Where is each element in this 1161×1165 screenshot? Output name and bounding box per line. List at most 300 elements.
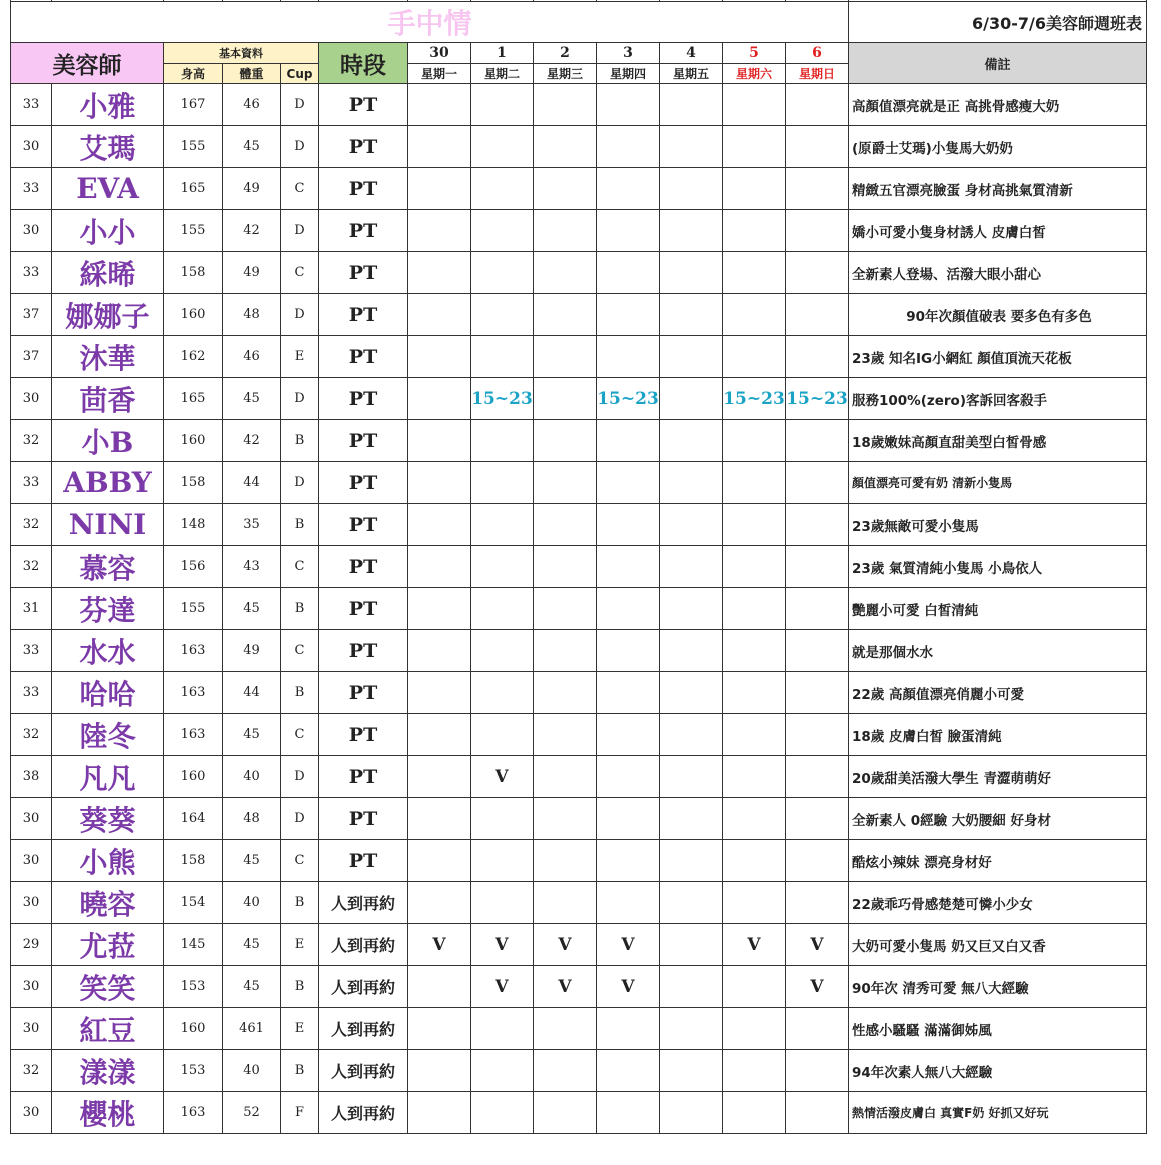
day-cell	[471, 630, 534, 672]
day-cell	[723, 840, 786, 882]
day-cell	[786, 336, 849, 378]
day-cell	[786, 420, 849, 462]
weight-cell: 40	[223, 882, 281, 924]
table-row	[11, 126, 1147, 168]
height-cell: 165	[164, 378, 223, 420]
weight-cell: 40	[223, 1050, 281, 1092]
day-cell	[408, 756, 471, 798]
day-cell: V	[408, 924, 471, 966]
day-cell	[534, 714, 597, 756]
cup-cell: B	[281, 966, 319, 1008]
table-row	[11, 840, 1147, 882]
weight-cell: 46	[223, 336, 281, 378]
day-cell	[597, 546, 660, 588]
time-slot-cell: PT	[319, 756, 408, 798]
weight-cell: 45	[223, 588, 281, 630]
time-slot-cell: 人到再約	[319, 882, 408, 924]
weight-header: 體重	[223, 64, 281, 84]
day-cell	[408, 840, 471, 882]
note-cell: 20歲甜美活潑大學生 青澀萌萌好	[849, 756, 1147, 798]
height-cell: 165	[164, 168, 223, 210]
time-slot-cell: PT	[319, 336, 408, 378]
day-cell	[786, 126, 849, 168]
day-cell	[408, 126, 471, 168]
cup-cell: E	[281, 336, 319, 378]
day-cell	[723, 1050, 786, 1092]
name-cell: 小B	[52, 420, 164, 462]
age-cell: 30	[11, 882, 52, 924]
day-cell	[786, 1008, 849, 1050]
weight-cell: 49	[223, 252, 281, 294]
height-cell: 160	[164, 420, 223, 462]
note-cell: 90年次 清秀可愛 無八大經驗	[849, 966, 1147, 1008]
day-cell	[408, 462, 471, 504]
height-cell: 164	[164, 798, 223, 840]
note-cell: 18歲 皮膚白皙 臉蛋清純	[849, 714, 1147, 756]
day-cell	[471, 420, 534, 462]
day-cell	[597, 504, 660, 546]
day-cell	[471, 714, 534, 756]
height-cell: 163	[164, 672, 223, 714]
note-cell: 90年次顏值破表 要多色有多色	[849, 294, 1147, 336]
name-cell: 慕容	[52, 546, 164, 588]
note-cell: 22歲乖巧骨感楚楚可憐小少女	[849, 882, 1147, 924]
name-cell: 紅豆	[52, 1008, 164, 1050]
day-cell	[786, 462, 849, 504]
name-cell: 艾瑪	[52, 126, 164, 168]
note-cell: 嬌小可愛小隻身材誘人 皮膚白皙	[849, 210, 1147, 252]
day-cell: V	[723, 924, 786, 966]
day-cell	[660, 882, 723, 924]
name-cell: 櫻桃	[52, 1092, 164, 1134]
day-cell	[723, 504, 786, 546]
date-header: 2	[534, 43, 597, 64]
day-cell	[723, 966, 786, 1008]
age-cell: 30	[11, 798, 52, 840]
name-cell: NINI	[52, 504, 164, 546]
day-cell	[408, 336, 471, 378]
weight-cell: 42	[223, 210, 281, 252]
weight-cell: 49	[223, 168, 281, 210]
day-cell	[660, 588, 723, 630]
day-cell	[408, 630, 471, 672]
age-cell: 32	[11, 546, 52, 588]
day-cell	[660, 84, 723, 126]
cup-cell: D	[281, 126, 319, 168]
day-cell	[660, 756, 723, 798]
note-cell: 高顏值漂亮就是正 高挑骨感瘦大奶	[849, 84, 1147, 126]
age-cell: 30	[11, 210, 52, 252]
time-slot-cell: PT	[319, 168, 408, 210]
name-cell: EVA	[52, 168, 164, 210]
beautician-header: 美容師	[11, 43, 164, 84]
table-row	[11, 798, 1147, 840]
cup-cell: B	[281, 420, 319, 462]
day-cell	[534, 1008, 597, 1050]
day-cell: V	[597, 966, 660, 1008]
day-cell	[534, 756, 597, 798]
day-cell	[597, 1092, 660, 1134]
day-cell	[723, 294, 786, 336]
day-cell	[597, 1050, 660, 1092]
day-cell	[723, 1008, 786, 1050]
day-cell	[660, 1092, 723, 1134]
cup-cell: B	[281, 672, 319, 714]
height-cell: 156	[164, 546, 223, 588]
day-cell	[660, 126, 723, 168]
day-cell	[660, 630, 723, 672]
age-cell: 38	[11, 756, 52, 798]
name-cell: 小小	[52, 210, 164, 252]
day-cell	[471, 504, 534, 546]
day-cell	[660, 546, 723, 588]
cup-cell: D	[281, 84, 319, 126]
age-cell: 31	[11, 588, 52, 630]
cup-cell: D	[281, 378, 319, 420]
day-cell	[408, 504, 471, 546]
date-header: 5	[723, 43, 786, 64]
time-slot-cell: 人到再約	[319, 1092, 408, 1134]
day-cell	[723, 336, 786, 378]
day-cell: 15~23	[471, 378, 534, 420]
time-slot-cell: PT	[319, 714, 408, 756]
cup-cell: E	[281, 1008, 319, 1050]
weight-cell: 48	[223, 798, 281, 840]
day-cell: V	[534, 966, 597, 1008]
age-cell: 30	[11, 1008, 52, 1050]
day-cell	[471, 336, 534, 378]
weight-cell: 45	[223, 126, 281, 168]
height-cell: 160	[164, 1008, 223, 1050]
table-row	[11, 252, 1147, 294]
day-cell	[597, 672, 660, 714]
cup-cell: F	[281, 1092, 319, 1134]
table-row	[11, 966, 1147, 1008]
day-cell	[786, 546, 849, 588]
cup-cell: C	[281, 714, 319, 756]
name-cell: 芬達	[52, 588, 164, 630]
day-cell	[786, 798, 849, 840]
age-cell: 30	[11, 966, 52, 1008]
table-row	[11, 210, 1147, 252]
weight-cell: 45	[223, 966, 281, 1008]
day-cell	[597, 168, 660, 210]
cup-cell: C	[281, 840, 319, 882]
time-slot-cell: 人到再約	[319, 924, 408, 966]
day-cell	[408, 252, 471, 294]
day-cell	[471, 798, 534, 840]
note-cell: 熱情活潑皮膚白 真實F奶 好抓又好玩	[849, 1092, 1147, 1134]
note-cell: 23歲 知名IG小網紅 顏值頂流天花板	[849, 336, 1147, 378]
day-cell	[408, 882, 471, 924]
day-cell	[408, 546, 471, 588]
day-cell	[786, 672, 849, 714]
height-cell: 167	[164, 84, 223, 126]
name-cell: 尤菈	[52, 924, 164, 966]
day-cell	[534, 168, 597, 210]
table-row	[11, 462, 1147, 504]
name-cell: 笑笑	[52, 966, 164, 1008]
day-cell	[471, 588, 534, 630]
date-header: 4	[660, 43, 723, 64]
day-cell	[660, 714, 723, 756]
day-cell	[534, 882, 597, 924]
time-slot-cell: PT	[319, 546, 408, 588]
day-cell: V	[597, 924, 660, 966]
cup-cell: D	[281, 756, 319, 798]
day-cell	[786, 168, 849, 210]
day-cell	[471, 1008, 534, 1050]
note-cell: 全新素人 0經驗 大奶腰細 好身材	[849, 798, 1147, 840]
table-row	[11, 168, 1147, 210]
day-cell	[597, 714, 660, 756]
name-cell: 漾漾	[52, 1050, 164, 1092]
table-row	[11, 588, 1147, 630]
day-cell	[597, 336, 660, 378]
table-row	[11, 1008, 1147, 1050]
brand-title: 手中情	[11, 2, 849, 43]
name-cell: 陸冬	[52, 714, 164, 756]
table-row	[11, 756, 1147, 798]
day-cell: V	[471, 966, 534, 1008]
day-cell	[597, 1008, 660, 1050]
day-cell	[408, 798, 471, 840]
cup-cell: D	[281, 210, 319, 252]
day-cell	[660, 420, 723, 462]
table-row	[11, 1050, 1147, 1092]
weight-cell: 45	[223, 378, 281, 420]
cup-cell: B	[281, 504, 319, 546]
height-cell: 154	[164, 882, 223, 924]
day-cell	[660, 840, 723, 882]
day-cell: 15~23	[786, 378, 849, 420]
day-cell	[597, 588, 660, 630]
time-slot-cell: PT	[319, 378, 408, 420]
table-row	[11, 1092, 1147, 1134]
day-cell	[786, 504, 849, 546]
notes-header: 備註	[849, 43, 1147, 84]
day-cell	[408, 966, 471, 1008]
age-cell: 33	[11, 168, 52, 210]
weight-cell: 43	[223, 546, 281, 588]
weight-cell: 49	[223, 630, 281, 672]
day-cell	[723, 1092, 786, 1134]
height-cell: 158	[164, 462, 223, 504]
day-cell	[471, 168, 534, 210]
day-cell	[597, 840, 660, 882]
day-cell	[597, 756, 660, 798]
height-cell: 148	[164, 504, 223, 546]
day-cell	[723, 630, 786, 672]
note-cell: 就是那個水水	[849, 630, 1147, 672]
weight-cell: 44	[223, 462, 281, 504]
age-cell: 30	[11, 126, 52, 168]
name-cell: 葵葵	[52, 798, 164, 840]
day-cell	[723, 588, 786, 630]
day-cell	[471, 840, 534, 882]
name-cell: 小雅	[52, 84, 164, 126]
day-cell	[597, 84, 660, 126]
day-cell	[660, 210, 723, 252]
day-cell	[723, 462, 786, 504]
day-cell	[471, 1092, 534, 1134]
table-row	[11, 924, 1147, 966]
date-header: 1	[471, 43, 534, 64]
day-cell	[534, 126, 597, 168]
weight-cell: 45	[223, 840, 281, 882]
day-cell	[471, 672, 534, 714]
note-cell: 94年次素人無八大經驗	[849, 1050, 1147, 1092]
day-cell	[534, 546, 597, 588]
age-cell: 33	[11, 462, 52, 504]
weekday-header: 星期日	[786, 64, 849, 84]
day-cell	[786, 882, 849, 924]
day-cell	[723, 798, 786, 840]
note-cell: 顏值漂亮可愛有奶 清新小隻馬	[849, 462, 1147, 504]
day-cell	[471, 252, 534, 294]
time-slot-cell: PT	[319, 252, 408, 294]
day-cell	[408, 168, 471, 210]
day-cell	[660, 378, 723, 420]
name-cell: 哈哈	[52, 672, 164, 714]
table-row	[11, 672, 1147, 714]
day-cell	[723, 756, 786, 798]
day-cell	[534, 210, 597, 252]
name-cell: 娜娜子	[52, 294, 164, 336]
day-cell	[534, 294, 597, 336]
day-cell	[786, 84, 849, 126]
age-cell: 30	[11, 378, 52, 420]
day-cell	[534, 252, 597, 294]
day-cell	[660, 966, 723, 1008]
weekday-header: 星期五	[660, 64, 723, 84]
note-cell: 18歲嫩妹高顏直甜美型白皙骨感	[849, 420, 1147, 462]
day-cell	[723, 168, 786, 210]
day-cell	[660, 798, 723, 840]
time-slot-cell: PT	[319, 798, 408, 840]
table-row	[11, 714, 1147, 756]
day-cell	[597, 882, 660, 924]
weight-cell: 45	[223, 714, 281, 756]
day-cell	[534, 1092, 597, 1134]
age-cell: 33	[11, 630, 52, 672]
cup-cell: E	[281, 924, 319, 966]
roster-body	[11, 84, 1147, 1134]
day-cell	[660, 504, 723, 546]
day-cell	[786, 630, 849, 672]
day-cell	[786, 1092, 849, 1134]
day-cell	[534, 798, 597, 840]
age-cell: 32	[11, 420, 52, 462]
note-cell: 大奶可愛小隻馬 奶又巨又白又香	[849, 924, 1147, 966]
day-cell	[597, 294, 660, 336]
day-cell	[660, 294, 723, 336]
cup-header: Cup	[281, 64, 319, 84]
day-cell	[408, 588, 471, 630]
day-cell	[723, 672, 786, 714]
day-cell	[534, 462, 597, 504]
day-cell: V	[786, 924, 849, 966]
day-cell	[471, 1050, 534, 1092]
weight-cell: 44	[223, 672, 281, 714]
note-cell: 23歲 氣質清純小隻馬 小鳥依人	[849, 546, 1147, 588]
day-cell	[723, 84, 786, 126]
day-cell: V	[471, 756, 534, 798]
cup-cell: C	[281, 252, 319, 294]
day-cell	[723, 210, 786, 252]
day-cell	[723, 714, 786, 756]
day-cell	[597, 126, 660, 168]
weight-cell: 40	[223, 756, 281, 798]
weight-cell: 35	[223, 504, 281, 546]
day-cell	[660, 252, 723, 294]
day-cell	[597, 630, 660, 672]
day-cell	[597, 462, 660, 504]
day-cell: V	[471, 924, 534, 966]
time-slot-cell: PT	[319, 420, 408, 462]
height-cell: 163	[164, 714, 223, 756]
time-slot-header: 時段	[319, 43, 408, 84]
age-cell: 33	[11, 252, 52, 294]
day-cell: 15~23	[723, 378, 786, 420]
name-cell: ABBY	[52, 462, 164, 504]
height-cell: 158	[164, 840, 223, 882]
time-slot-cell: PT	[319, 840, 408, 882]
weight-cell: 48	[223, 294, 281, 336]
weekday-header: 星期四	[597, 64, 660, 84]
weight-cell: 42	[223, 420, 281, 462]
day-cell	[786, 294, 849, 336]
date-header: 3	[597, 43, 660, 64]
day-cell	[723, 126, 786, 168]
day-cell	[534, 504, 597, 546]
date-header: 6	[786, 43, 849, 64]
time-slot-cell: PT	[319, 210, 408, 252]
day-cell	[534, 420, 597, 462]
day-cell	[408, 420, 471, 462]
cup-cell: B	[281, 882, 319, 924]
cup-cell: C	[281, 546, 319, 588]
day-cell	[408, 84, 471, 126]
age-cell: 37	[11, 294, 52, 336]
day-cell	[660, 462, 723, 504]
day-cell	[471, 210, 534, 252]
day-cell	[534, 336, 597, 378]
day-cell	[408, 294, 471, 336]
cup-cell: D	[281, 462, 319, 504]
table-row	[11, 378, 1147, 420]
note-cell: 酷炫小辣妹 漂亮身材好	[849, 840, 1147, 882]
age-cell: 33	[11, 84, 52, 126]
title-row	[11, 2, 1147, 43]
cup-cell: C	[281, 630, 319, 672]
note-cell: 服務100%(zero)客訴回客殺手	[849, 378, 1147, 420]
day-cell	[471, 462, 534, 504]
age-cell: 32	[11, 1050, 52, 1092]
day-cell	[660, 336, 723, 378]
time-slot-cell: PT	[319, 672, 408, 714]
day-cell	[408, 714, 471, 756]
name-cell: 凡凡	[52, 756, 164, 798]
weekday-header: 星期二	[471, 64, 534, 84]
age-cell: 30	[11, 1092, 52, 1134]
note-cell: 23歲無敵可愛小隻馬	[849, 504, 1147, 546]
day-cell	[597, 798, 660, 840]
schedule-table	[10, 0, 1147, 1134]
note-cell: 性感小騷騷 滿滿御姊風	[849, 1008, 1147, 1050]
day-cell	[471, 84, 534, 126]
day-cell	[471, 882, 534, 924]
